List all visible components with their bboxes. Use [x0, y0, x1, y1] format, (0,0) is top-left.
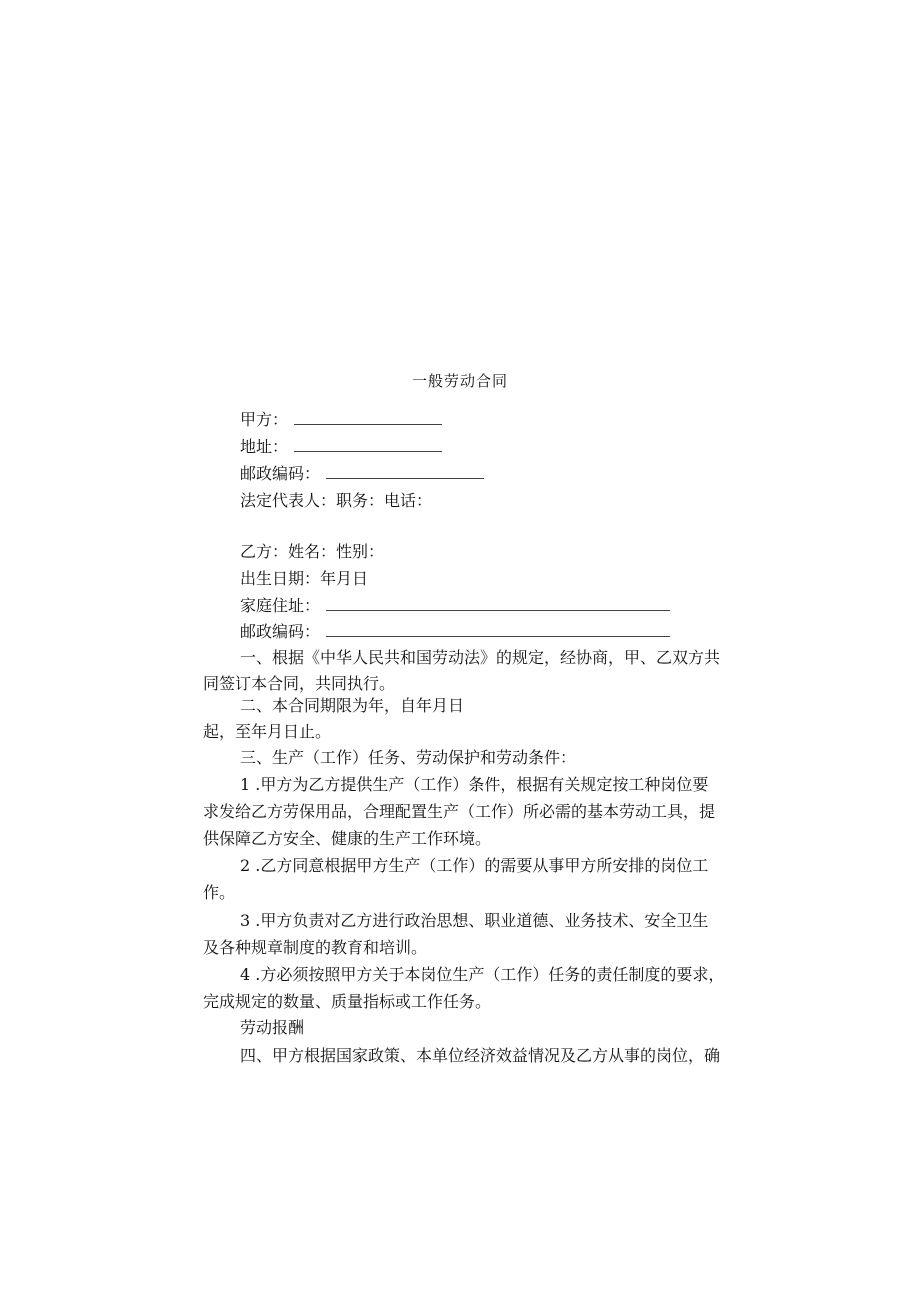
- document-title: 一般劳动合同: [411, 372, 508, 390]
- clause-3-heading: 三、生产（工作）任务、劳动保护和劳动条件：: [240, 748, 577, 767]
- party-a-label: 甲方：: [240, 410, 289, 429]
- party-b-postal-line: [240, 622, 670, 642]
- party-a-address-line: [240, 437, 442, 457]
- clause-3-3-line-2: 及各种规章制度的教育和培训。: [203, 938, 428, 957]
- party-a-line: [240, 410, 442, 430]
- party-a-address-blank: [294, 437, 442, 452]
- party-b-home-blank: [326, 596, 670, 611]
- party-a-blank: [294, 410, 442, 425]
- clause-3-1-line-2: 求发给乙方劳保用品，合理配置生产（工作）所必需的基本劳动工具，提: [203, 802, 716, 821]
- clause-1-line-1: 一、根据《中华人民共和国劳动法》的规定，经协商，甲、乙双方共: [240, 648, 721, 667]
- party-a-postal-label: 邮政编码：: [240, 464, 321, 483]
- party-b-name-line: 乙方：姓名：性别：: [240, 542, 385, 561]
- clause-1-line-2: 同签订本合同，共同执行。: [203, 674, 396, 693]
- clause-2-line-1: 二、本合同期限为年，自年月日: [240, 696, 465, 715]
- clause-3-1-line-3: 供保障乙方安全、健康的生产工作环境。: [203, 829, 492, 848]
- clause-2-line-2: 起，至年月日止。: [203, 722, 332, 741]
- clause-3-4-line-2: 完成规定的数量、质量指标或工作任务。: [203, 992, 492, 1011]
- party-a-address-label: 地址：: [240, 437, 289, 456]
- clause-3-2-line-1: 2 .乙方同意根据甲方生产（工作）的需要从事甲方所安排的岗位工: [240, 856, 709, 875]
- party-b-postal-label: 邮政编码：: [240, 622, 321, 641]
- party-b-postal-blank: [326, 622, 670, 637]
- section-heading-pay: 劳动报酬: [240, 1018, 305, 1037]
- clause-4-line-1: 四、甲方根据国家政策、本单位经济效益情况及乙方从事的岗位，确: [240, 1046, 721, 1065]
- party-a-rep-line: 法定代表人：职务：电话：: [240, 491, 433, 510]
- party-b-home-line: [240, 596, 670, 616]
- party-b-birth-line: 出生日期：年月日: [240, 569, 369, 588]
- party-a-postal-line: [240, 464, 484, 484]
- clause-3-2-line-2: 作。: [203, 883, 236, 902]
- clause-3-3-line-1: 3 .甲方负责对乙方进行政治思想、职业道德、业务技术、安全卫生: [240, 911, 709, 930]
- clause-3-1-line-1: 1 .甲方为乙方提供生产（工作）条件，根据有关规定按工种岗位要: [240, 775, 709, 794]
- clause-3-4-line-1: 4 .方必须按照甲方关于本岗位生产（工作）任务的责任制度的要求，: [240, 965, 725, 984]
- party-b-home-label: 家庭住址：: [240, 596, 321, 615]
- party-a-postal-blank: [326, 464, 484, 479]
